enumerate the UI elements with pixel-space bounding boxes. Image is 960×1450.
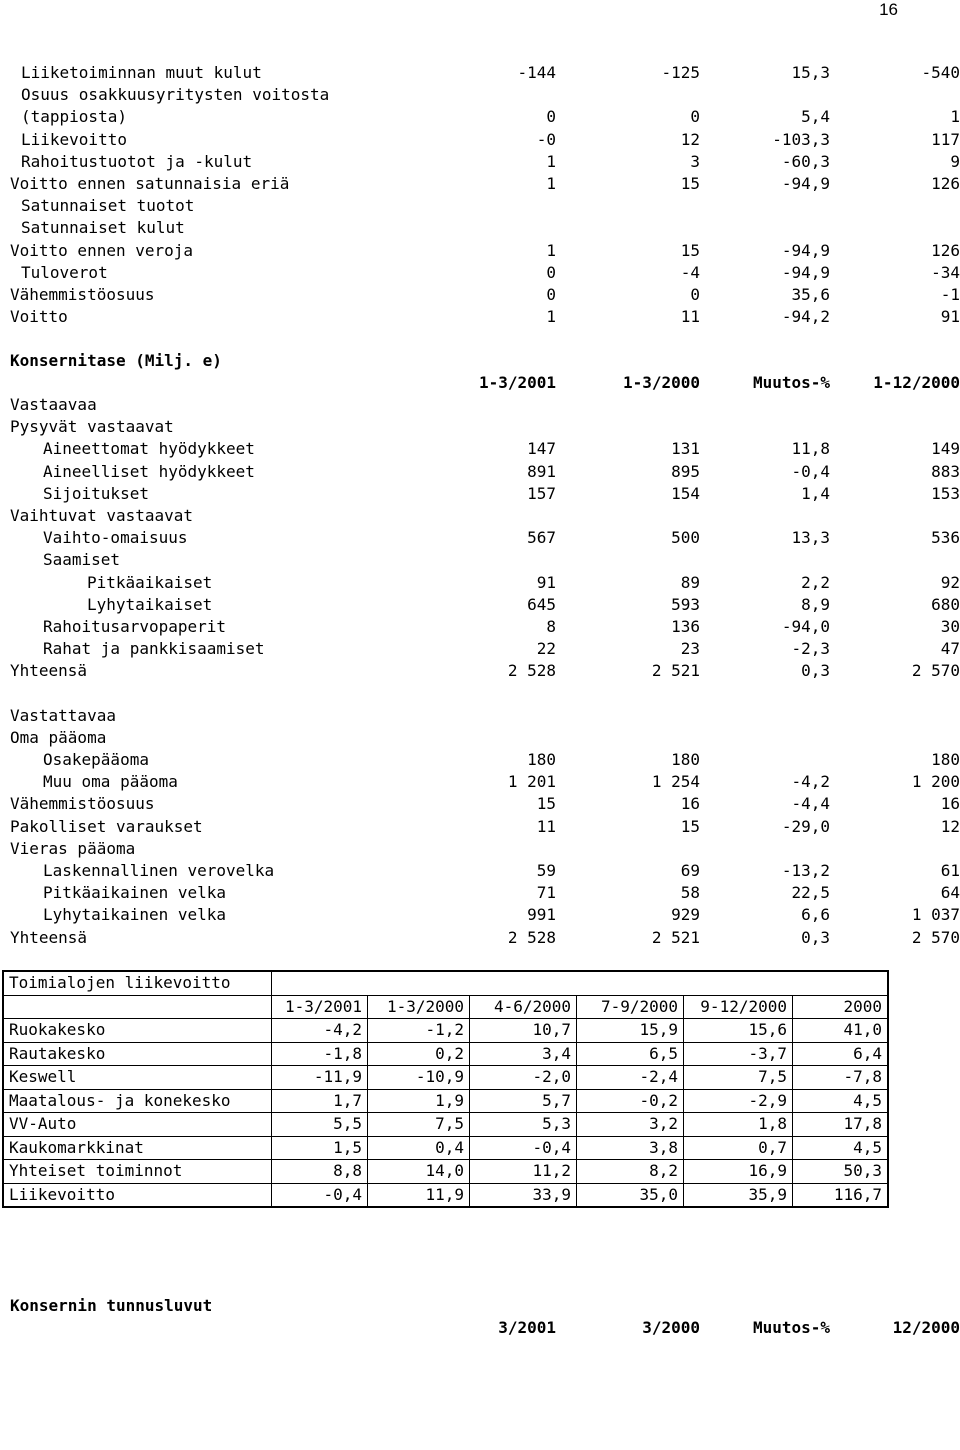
cell-value: -94,9 [781, 240, 830, 260]
segment-name: Rautakesko [3, 1042, 272, 1066]
cell-value: 3,4 [470, 1042, 577, 1066]
row-label: Satunnaiset tuotot [21, 196, 195, 216]
cell-value: 180 [931, 750, 960, 769]
cell-value: 7,5 [684, 1066, 793, 1090]
column-header: 3/2001 [498, 1318, 556, 1337]
cell-value: 11,2 [470, 1160, 577, 1184]
cell-value: 41,0 [793, 1019, 889, 1043]
cell-value: 64 [940, 883, 960, 903]
cell-value: 2 570 [911, 927, 960, 947]
cell-value: 12 [940, 816, 960, 836]
cell-value: 116,7 [793, 1183, 889, 1207]
cell-value: 680 [931, 594, 960, 614]
column-header: 12/2000 [892, 1318, 960, 1337]
row-label: Yhteensä [10, 927, 88, 947]
row-label: Pakolliset varaukset [10, 816, 203, 836]
cell-value: 6,4 [793, 1042, 889, 1066]
row-label: Lyhytaikaiset [87, 594, 213, 614]
cell-value: 15,9 [577, 1019, 684, 1043]
balance-row [0, 927, 960, 949]
key-figures-header [0, 1317, 960, 1339]
cell-value: 16,9 [684, 1160, 793, 1184]
table-row [3, 1136, 888, 1160]
row-label: Satunnaiset kulut [21, 218, 185, 238]
row-label: Oma pääoma [10, 727, 107, 747]
cell-value: 22 [536, 639, 556, 659]
balance-row [0, 904, 960, 926]
cell-value: 157 [527, 483, 556, 503]
column-header: 1-3/2000 [368, 995, 470, 1019]
cell-value: 500 [671, 528, 700, 548]
cell-value: 883 [931, 461, 960, 481]
row-label: Muu oma pääoma [43, 772, 178, 792]
row-label: Aineelliset hyödykkeet [43, 461, 255, 481]
cell-value: 10,7 [470, 1019, 577, 1043]
cell-value: 15,6 [684, 1019, 793, 1043]
cell-value: 22,5 [791, 883, 830, 903]
balance-row [0, 594, 960, 616]
cell-value: -0,4 [272, 1183, 368, 1207]
table-title-row [3, 971, 888, 995]
cell-value: 5,7 [470, 1089, 577, 1113]
cell-value: 15 [680, 240, 700, 260]
cell-value: 149 [931, 439, 960, 459]
cell-value: 30 [940, 616, 960, 636]
row-label: Yhteensä [10, 661, 88, 681]
cell-value: 0 [546, 107, 556, 127]
column-header: Muutos-% [752, 373, 830, 392]
row-label: Tuloverot [21, 262, 108, 282]
cell-value: 2,2 [801, 572, 830, 592]
cell-value: 4,5 [793, 1136, 889, 1160]
cell-value: -94,9 [781, 173, 830, 193]
table-row [3, 1066, 888, 1090]
cell-value: 2 528 [507, 927, 556, 947]
balance-row [0, 527, 960, 549]
cell-value: 58 [680, 883, 700, 903]
cell-value: -4,2 [791, 772, 830, 792]
cell-value: 23 [680, 639, 700, 659]
income-row [0, 306, 960, 328]
cell-value: -540 [921, 63, 960, 82]
income-row [0, 240, 960, 262]
table-row [3, 1183, 888, 1207]
cell-value: 180 [671, 750, 700, 769]
row-label: Pitkäaikaiset [87, 572, 213, 592]
income-row [0, 151, 960, 173]
table-title: Toimialojen liikevoitto [3, 971, 272, 995]
cell-value: 61 [940, 860, 960, 880]
cell-value: 59 [536, 860, 556, 880]
cell-value: 5,5 [272, 1113, 368, 1137]
cell-value: 91 [536, 572, 556, 592]
cell-value: 147 [527, 439, 556, 459]
cell-value: 126 [931, 240, 960, 260]
table-header-row [3, 995, 888, 1019]
cell-value: -3,7 [684, 1042, 793, 1066]
balance-row [0, 749, 960, 771]
cell-value: -2,0 [470, 1066, 577, 1090]
cell-value: 0,3 [801, 927, 830, 947]
balance-row [0, 416, 960, 438]
cell-value: -0,4 [791, 461, 830, 481]
segment-name: Liikevoitto [3, 1183, 272, 1207]
cell-value: 126 [931, 173, 960, 193]
row-label: Vastaavaa [10, 395, 97, 414]
cell-value: 0 [546, 262, 556, 282]
cell-value: 1,7 [272, 1089, 368, 1113]
row-label: Voitto ennen veroja [10, 240, 194, 260]
cell-value: 180 [527, 750, 556, 769]
cell-value: 16 [680, 794, 700, 814]
row-label: Liikevoitto [21, 129, 127, 149]
balance-row [0, 549, 960, 571]
cell-value: -0,2 [577, 1089, 684, 1113]
balance-sheet [0, 394, 960, 949]
cell-value: 1 [546, 173, 556, 193]
cell-value: 9 [950, 151, 960, 171]
column-header: 1-3/2000 [622, 373, 700, 392]
cell-value: -94,9 [781, 262, 830, 282]
cell-value: 1,5 [272, 1136, 368, 1160]
cell-value: 11,8 [791, 439, 830, 459]
balance-sheet-title: Konsernitase (Milj. e) [10, 351, 222, 370]
column-header: 4-6/2000 [470, 995, 577, 1019]
row-label: Saamiset [43, 550, 121, 570]
cell-value: -144 [517, 63, 556, 82]
cell-value: 567 [527, 528, 556, 548]
cell-value: 1,9 [368, 1089, 470, 1113]
cell-value: 1,8 [684, 1113, 793, 1137]
cell-value: 11 [680, 307, 700, 327]
row-label: Voitto ennen satunnaisia eriä [10, 173, 290, 193]
segment-name: Maatalous- ja konekesko [3, 1089, 272, 1113]
cell-value: 15 [680, 173, 700, 193]
cell-value: 645 [527, 594, 556, 614]
cell-value: 0 [690, 107, 700, 127]
cell-value: 12 [680, 129, 700, 149]
cell-value: 117 [931, 129, 960, 149]
cell-value: 89 [680, 572, 700, 592]
cell-value: -94,0 [781, 616, 830, 636]
cell-value: 8 [546, 616, 556, 636]
row-label: (tappiosta) [21, 107, 127, 127]
balance-row [0, 616, 960, 638]
row-label: Laskennallinen verovelka [43, 860, 275, 880]
cell-value: 14,0 [368, 1160, 470, 1184]
balance-row [0, 483, 960, 505]
column-header: 3/2000 [642, 1318, 700, 1337]
column-header: 1-3/2001 [272, 995, 368, 1019]
cell-value: 0,2 [368, 1042, 470, 1066]
balance-row [0, 572, 960, 594]
table-row [3, 1113, 888, 1137]
cell-value: 11,9 [368, 1183, 470, 1207]
table-row [3, 1042, 888, 1066]
cell-value: 891 [527, 461, 556, 481]
row-label: Liiketoiminnan muut kulut [21, 63, 262, 82]
cell-value: 47 [940, 639, 960, 659]
segment-name: Yhteiset toiminnot [3, 1160, 272, 1184]
balance-row [0, 838, 960, 860]
cell-value: 15 [536, 794, 556, 814]
cell-value: -4 [680, 262, 700, 282]
balance-row [0, 461, 960, 483]
income-row [0, 262, 960, 284]
cell-value: 1 [546, 240, 556, 260]
cell-value: 15,3 [791, 63, 830, 82]
table-row [3, 1160, 888, 1184]
cell-value: 1 254 [651, 772, 700, 792]
cell-value: 8,2 [577, 1160, 684, 1184]
cell-value: 991 [527, 905, 556, 925]
cell-value: 154 [671, 483, 700, 503]
cell-value: 69 [680, 860, 700, 880]
balance-row [0, 505, 960, 527]
row-label: Vaihtuvat vastaavat [10, 505, 194, 525]
cell-value: 593 [671, 594, 700, 614]
cell-value: -1,8 [272, 1042, 368, 1066]
income-statement [0, 62, 960, 328]
cell-value: 2 521 [651, 661, 700, 681]
cell-value: -4,2 [272, 1019, 368, 1043]
row-label: Rahoitusarvopaperit [43, 616, 227, 636]
cell-value: -60,3 [781, 151, 830, 171]
row-label: Vähemmistöosuus [10, 794, 155, 814]
cell-value: 1 [546, 307, 556, 327]
cell-value: -7,8 [793, 1066, 889, 1090]
row-label: Vastattavaa [10, 705, 116, 725]
segment-name: Ruokakesko [3, 1019, 272, 1043]
cell-value: 1 037 [911, 905, 960, 925]
cell-value: -0 [536, 129, 556, 149]
cell-value: -29,0 [781, 816, 830, 836]
income-row [0, 62, 960, 84]
cell-value: 92 [940, 572, 960, 592]
cell-value: 1,4 [801, 483, 830, 503]
row-label: Sijoitukset [43, 483, 149, 503]
cell-value: 6,6 [801, 905, 830, 925]
cell-value: 5,4 [801, 107, 830, 127]
cell-value: -10,9 [368, 1066, 470, 1090]
cell-value: -4,4 [791, 794, 830, 814]
balance-row [0, 771, 960, 793]
cell-value: 15 [680, 816, 700, 836]
balance-row [0, 816, 960, 838]
cell-value: -94,2 [781, 307, 830, 327]
cell-value: 6,5 [577, 1042, 684, 1066]
cell-value: 0,7 [684, 1136, 793, 1160]
balance-row [0, 438, 960, 460]
income-row [0, 217, 960, 239]
cell-value: 1 200 [911, 772, 960, 792]
balance-row [0, 660, 960, 682]
segment-name: Kaukomarkkinat [3, 1136, 272, 1160]
column-header: Muutos-% [752, 1318, 830, 1337]
page-number: 16 [879, 0, 898, 19]
cell-value: 929 [671, 905, 700, 925]
cell-value: -34 [931, 262, 960, 282]
cell-value: -2,3 [791, 639, 830, 659]
cell-value: -1 [940, 284, 960, 304]
cell-value: 1 201 [507, 772, 556, 792]
balance-row [0, 682, 960, 704]
cell-value: -13,2 [781, 860, 830, 880]
row-label: Lyhytaikainen velka [43, 905, 227, 925]
cell-value: 0 [690, 284, 700, 304]
column-header: 2000 [793, 995, 889, 1019]
cell-value: -2,4 [577, 1066, 684, 1090]
cell-value: -2,9 [684, 1089, 793, 1113]
row-label: Pitkäaikainen velka [43, 883, 227, 903]
cell-value: 7,5 [368, 1113, 470, 1137]
balance-row [0, 394, 960, 416]
cell-value: -11,9 [272, 1066, 368, 1090]
cell-value: -103,3 [772, 129, 830, 149]
balance-row [0, 793, 960, 815]
cell-value: 2 528 [507, 661, 556, 681]
balance-row [0, 727, 960, 749]
cell-value: 2 570 [911, 661, 960, 681]
cell-value: 3,2 [577, 1113, 684, 1137]
cell-value: 35,0 [577, 1183, 684, 1207]
cell-value: 8,9 [801, 594, 830, 614]
income-row [0, 106, 960, 128]
balance-row [0, 705, 960, 727]
row-label: Voitto [10, 307, 68, 327]
balance-row [0, 882, 960, 904]
column-header: 1-3/2001 [478, 373, 556, 392]
cell-value: 13,3 [791, 528, 830, 548]
cell-value: 11 [536, 816, 556, 836]
row-label: Vieras pääoma [10, 838, 136, 858]
balance-row [0, 638, 960, 660]
row-label: Osuus osakkuusyritysten voitosta [21, 85, 330, 105]
row-label: Rahoitustuotot ja -kulut [21, 151, 253, 171]
cell-value: 136 [671, 616, 700, 636]
income-row [0, 84, 960, 106]
cell-value: 0 [546, 284, 556, 304]
balance-sheet-header [0, 372, 960, 394]
cell-value: -1,2 [368, 1019, 470, 1043]
balance-row [0, 860, 960, 882]
cell-value: 1 [546, 151, 556, 171]
cell-value: 2 521 [651, 927, 700, 947]
income-row [0, 195, 960, 217]
cell-value: 0,4 [368, 1136, 470, 1160]
cell-value: 33,9 [470, 1183, 577, 1207]
cell-value: 8,8 [272, 1160, 368, 1184]
key-figures-title: Konsernin tunnusluvut [10, 1296, 213, 1315]
cell-value: 91 [940, 307, 960, 327]
row-label: Aineettomat hyödykkeet [43, 439, 255, 459]
cell-value: -125 [661, 63, 700, 82]
cell-value: 1 [950, 107, 960, 127]
cell-value: -0,4 [470, 1136, 577, 1160]
segment-name: VV-Auto [3, 1113, 272, 1137]
cell-value: 0,3 [801, 661, 830, 681]
cell-value: 3 [690, 151, 700, 171]
row-label: Rahat ja pankkisaamiset [43, 639, 265, 659]
cell-value: 35,6 [791, 284, 830, 304]
column-header: 1-12/2000 [873, 373, 960, 392]
cell-value: 35,9 [684, 1183, 793, 1207]
income-row [0, 129, 960, 151]
row-label: Vähemmistöosuus [10, 284, 155, 304]
cell-value: 17,8 [793, 1113, 889, 1137]
cell-value: 153 [931, 483, 960, 503]
cell-value: 5,3 [470, 1113, 577, 1137]
cell-value: 50,3 [793, 1160, 889, 1184]
column-header: 9-12/2000 [684, 995, 793, 1019]
cell-value: 4,5 [793, 1089, 889, 1113]
row-label: Osakepääoma [43, 750, 149, 769]
table-row [3, 1089, 888, 1113]
row-label: Vaihto-omaisuus [43, 528, 188, 548]
table-row [3, 1019, 888, 1043]
segment-profit-table [2, 970, 889, 1208]
column-header: 7-9/2000 [577, 995, 684, 1019]
income-row [0, 284, 960, 306]
cell-value: 71 [536, 883, 556, 903]
cell-value: 536 [931, 528, 960, 548]
cell-value: 131 [671, 439, 700, 459]
cell-value: 895 [671, 461, 700, 481]
cell-value: 16 [940, 794, 960, 814]
row-label: Pysyvät vastaavat [10, 417, 174, 437]
cell-value: 3,8 [577, 1136, 684, 1160]
income-row [0, 173, 960, 195]
segment-name: Keswell [3, 1066, 272, 1090]
